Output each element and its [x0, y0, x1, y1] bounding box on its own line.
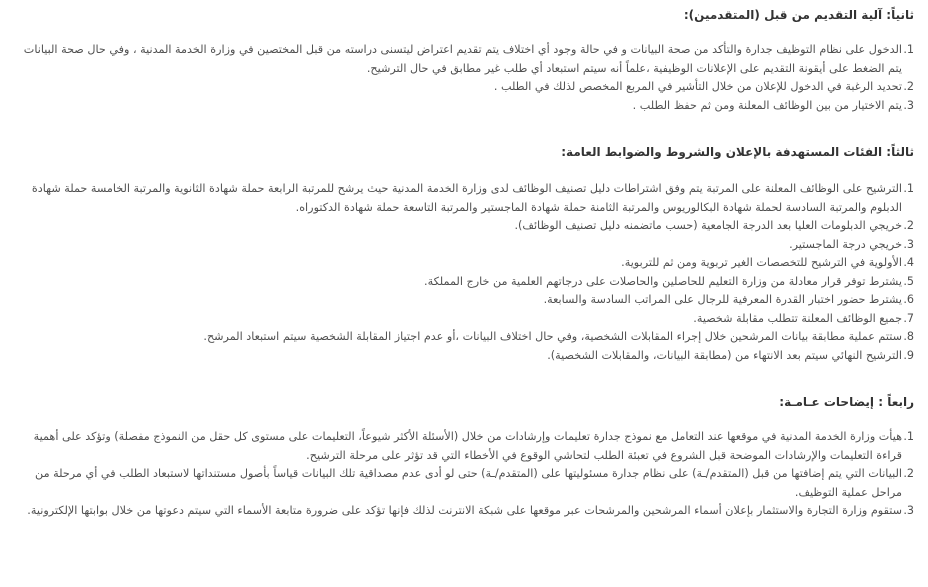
- item-number: 9.: [903, 348, 914, 362]
- item-text: الدخول على نظام التوظيف جدارة والتأكد من صحة البيانات و في حالة وجود أي اختلاف يتم تقديم اعتراض ليتسنى دراسته من قبل المختصين في وزارة الخدمة المدنية ، وفي حال صحة البيانات يتم الضغط على أيقونة التقديم على الإعلانات الوظيفية ،علماً أنه سيتم استبعاد أي طلب غير مطابق في حال الترشيح.: [23, 43, 902, 75]
- item-number: 5.: [903, 274, 914, 288]
- item-number: 8.: [903, 330, 914, 343]
- numbered-list: [16, 41, 914, 115]
- section-heading: ثانياً: آلية التقديم من قبل (المتقدمين):: [683, 8, 914, 22]
- item-number: 1.: [903, 182, 914, 195]
- item-text: يشترط حضور اختبار القدرة المعرفية للرجال على المراتب السادسة والسابعة.: [543, 293, 902, 306]
- list-item: [16, 347, 914, 366]
- item-text: الترشيح النهائي سيتم بعد الانتهاء من (مطابقة البيانات، والمقابلات الشخصية).: [547, 348, 902, 362]
- item-number: 3.: [903, 98, 914, 112]
- list-item: [16, 254, 914, 273]
- list-item: [16, 236, 914, 255]
- item-text: خريجي درجة الماجستير.: [789, 237, 902, 251]
- item-text: ستتم عملية مطابقة بيانات المرشحين خلال إجراء المقابلات الشخصية، وفي حال اختلاف البيانات ،أو عدم اجتياز المقابلة الشخصية سيتم استبعاد المرشح.: [203, 330, 902, 343]
- item-number: 2.: [903, 80, 914, 93]
- list-item: [16, 310, 914, 329]
- item-text: الترشيح على الوظائف المعلنة على المرتبة يتم وفق اشتراطات دليل تصنيف الوظائف لدى وزارة الخدمة المدنية حيث يرشح للمرتبة الرابعة حملة شهادة الثانوية والمرتبة الخامسة حملة شهادة الدبلوم والمرتبة السادسة لحملة شهادة البكالوريوس والمرتبة الثامنة حملة شهادة الماجستير والمرتبة التاسعة حملة شهادة الدكتوراه.: [31, 182, 902, 214]
- item-text: خريجي الدبلومات العليا بعد الدرجة الجامعية (حسب ماتضمنه دليل تصنيف الوظائف).: [514, 219, 902, 232]
- item-text: هيأت وزارة الخدمة المدنية في موقعها عند التعامل مع نموذج جدارة تعليمات وإرشادات من خلال (الأسئلة الأكثر شيوعاً، التعليمات على مستوى كل حقل من النموذج مفصلة) وتؤكد على أهمية قراءة التعليمات والإرشادات الموضحة قبل الشروع في تعبئة الطلب لتحاشي الوقوع في الأخطاء التي قد تؤثر على مرحلة الترشيح.: [33, 430, 902, 462]
- item-text: ستقوم وزارة التجارة والاستثمار بإعلان أسماء المرشحين والمرشحات عبر موقعها على شبكة الانترنت لذلك فإنها تؤكد على ضرورة متابعة الأسماء التي سيتم دعوتها من خلال بوابتها الإلكترونية.: [27, 504, 902, 517]
- list-item: [16, 217, 914, 236]
- list-item: [16, 78, 914, 97]
- item-number: 1.: [903, 43, 914, 56]
- item-text: الأولوية في الترشيح للتخصصات الغير تربوية ومن ثم للتربوية.: [621, 256, 902, 269]
- numbered-list: [16, 180, 914, 365]
- item-text: يتم الاختيار من بين الوظائف المعلنة ومن ثم حفظ الطلب .: [632, 98, 902, 112]
- numbered-list: [16, 428, 914, 521]
- list-item: [16, 41, 914, 78]
- section-target-groups: [16, 143, 914, 365]
- section-heading: رابعاً : إيضاحات عـامـة:: [779, 395, 914, 409]
- list-item: [16, 180, 914, 217]
- section-heading: ثالثاً: الفئات المستهدفة بالإعلان والشروط والضوابط العامة:: [561, 145, 914, 159]
- list-item: [16, 465, 914, 502]
- item-number: 3.: [903, 237, 914, 251]
- item-number: 3.: [903, 504, 914, 517]
- section-application-mechanism: [16, 6, 914, 115]
- list-item: [16, 273, 914, 292]
- item-number: 2.: [903, 467, 914, 480]
- item-text: جميع الوظائف المعلنة تتطلب مقابلة شخصية.: [693, 311, 902, 325]
- list-item: [16, 428, 914, 465]
- list-item: [16, 97, 914, 116]
- list-item: [16, 502, 914, 521]
- item-number: 1.: [903, 430, 914, 443]
- item-number: 2.: [903, 219, 914, 232]
- section-general-clarifications: [16, 393, 914, 521]
- list-item: [16, 328, 914, 347]
- item-text: تحديد الرغبة في الدخول للإعلان من خلال التأشير في المربع المخصص لذلك في الطلب .: [493, 80, 902, 93]
- item-number: 7.: [903, 311, 914, 325]
- item-text: البيانات التي يتم إضافتها من قبل (المتقدم/ـة) على نظام جدارة مسئوليتها على (المتقدم/ـة) حتى لو أدى عدم مصداقية تلك البيانات قياساً بأصول مستنداتها لاستبعاد الطلب في أي مرحلة من مراحل عملية التوظيف.: [35, 467, 902, 499]
- item-text: يشترط توفر قرار معادلة من وزارة التعليم للحاصلين والحاصلات على درجاتهم العلمية من خارج المملكة.: [424, 274, 902, 288]
- list-item: [16, 291, 914, 310]
- item-number: 6.: [903, 293, 914, 306]
- item-number: 4.: [903, 256, 914, 269]
